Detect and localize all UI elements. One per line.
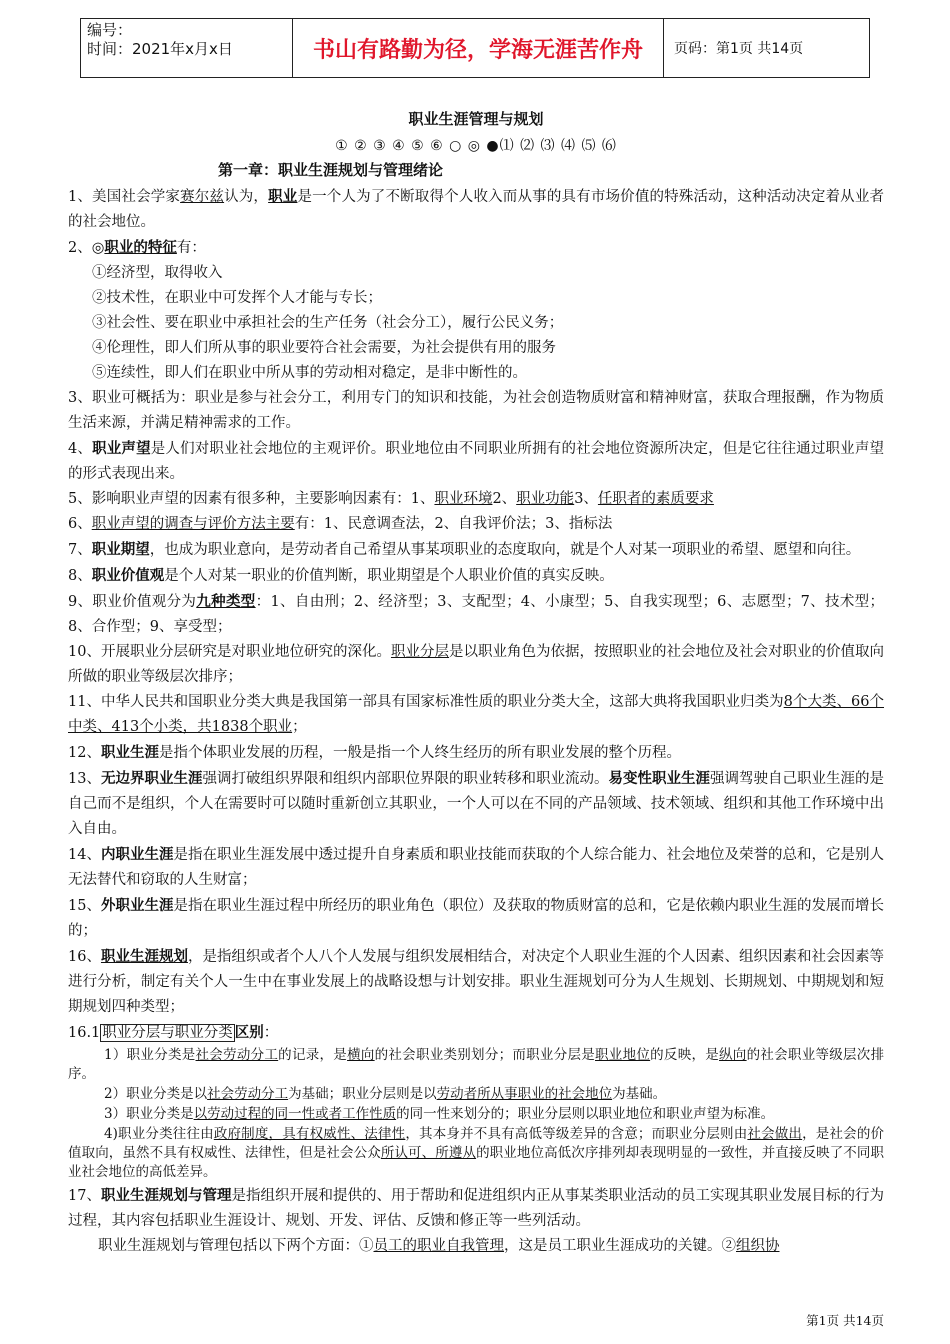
paragraph-17: 17、职业生涯规划与管理是指组织开展和提供的、用于帮助和促进组织内正从事某类职业活动的员工实现其职业发展目标的行为过程，其内容包括职业生涯设计、规划、开发、评估、反馈和修正等一些列活动。 bbox=[68, 1187, 885, 1229]
paragraph-11: 11、中华人民共和国职业分类大典是我国第一部具有国家标准性质的职业分类大全，这部大典将我国职业归类为8个大类、66个中类、413个小类，共1838个职业； bbox=[68, 694, 884, 735]
code-label: 编号： bbox=[87, 21, 133, 39]
paragraph-16: 16、职业生涯规划，是指组织或者个人八个人发展与组织发展相结合，对决定个人职业生涯的个人因素、组织因素和社会因素等进行分析，制定有关个人一生中在事业发展上的战略设想与计划安排。职业生涯规划可分为人生规划、长期规划、中期规划和短期规划四种类型； bbox=[68, 948, 885, 1015]
paragraph-6: 6、职业声望的调查与评价方法主要有：1、民意调查法，2、自我评价法；3、指标法 bbox=[68, 516, 613, 532]
paragraph-2: 2、◎职业的特征有： bbox=[68, 239, 206, 256]
paragraph-8: 8、职业价值观是个人对某一职业的价值判断，职业期望是个人职业价值的真实反映。 bbox=[68, 567, 614, 584]
paragraph-12: 12、职业生涯是指个体职业发展的历程，一般是指一个人终生经历的所有职业发展的整个历程。 bbox=[68, 744, 681, 761]
paragraph-14: 14、内职业生涯是指在职业生涯发展中透过提升自身素质和职业技能而获取的个人综合能力、社会地位及荣誉的总和，它是别人无法替代和窃取的人生财富； bbox=[68, 846, 885, 888]
page-header bbox=[80, 18, 870, 78]
difference-4: 4)职业分类往往由政府制度，具有权威性、法律性，其本身并不具有高低等级差异的含意；而职业分层则由社会做出，是社会的价值取向，虽然不具有权威性、法律性，但是社会公众所认可、所遵从的职业地位高低次序排列却表现明显的一致性，并直接反映了不同职业社会地位的高低差异。 bbox=[68, 1126, 885, 1180]
paragraph-18: 职业生涯规划与管理包括以下两个方面：①员工的职业自我管理，这是员工职业生涯成功的关键。②组织协 bbox=[98, 1238, 780, 1254]
chapter-heading: 第一章：职业生涯规划与管理绪论 bbox=[218, 161, 444, 179]
paragraph-4: 4、职业声望是人们对职业社会地位的主观评价。职业地位由不同职业所拥有的社会地位资源所决定，但是它往往通过职业声望的形式表现出来。 bbox=[68, 440, 885, 482]
header-meta bbox=[81, 19, 293, 77]
paragraph-1: 1、美国社会学家赛尔兹认为，职业是一个人为了不断取得个人收入而从事的具有市场价值的特殊活动，这种活动决定着从业者的社会地位。 bbox=[68, 188, 885, 230]
document-title: 职业生涯管理与规划 bbox=[408, 110, 544, 128]
feature-item: ④伦理性，即人们所从事的职业要符合社会需要，为社会提供有用的服务 bbox=[92, 340, 556, 356]
paragraph-16-1: 16.1 职业分层与职业分类 区别： bbox=[68, 1024, 279, 1041]
feature-item: ③社会性、要在职业中承担社会的生产任务（社会分工），履行公民义务； bbox=[92, 315, 564, 331]
paragraph-7: 7、职业期望，也成为职业意向，是劳动者自己希望从事某项职业的态度取向，就是个人对某一项职业的希望、愿望和向往。 bbox=[68, 541, 861, 558]
feature-item: ②技术性，在职业中可发挥个人才能与专长； bbox=[92, 290, 382, 306]
difference-3: 3）职业分类是以劳动过程的同一性或者工作性质的同一性来划分的；职业分层则以职业地位和职业声望为标准。 bbox=[104, 1106, 775, 1122]
symbol-line: ① ② ③ ④ ⑤ ⑥ ○ ◎ ●⑴ ⑵ ⑶ ⑷ ⑸ ⑹ bbox=[335, 138, 617, 154]
difference-1: 1）职业分类是社会劳动分工的记录，是横向的社会职业类别划分；而职业分层是职业地位的反映，是纵向的社会职业等级层次排序。 bbox=[68, 1047, 885, 1082]
page-footer: 第1页 共14页 bbox=[806, 1313, 884, 1328]
difference-2: 2）职业分类是以社会劳动分工为基础；职业分层则是以劳动者所从事职业的社会地位为基础。 bbox=[104, 1086, 667, 1102]
paragraph-9: 9、职业价值观分为九种类型：1、自由刑；2、经济型；3、支配型；4、小康型；5、自我实现型；6、志愿型；7、技术型；8、合作型；9、享受型； bbox=[68, 593, 885, 635]
paragraph-13: 13、无边界职业生涯强调打破组织界限和组织内部职位界限的职业转移和职业流动。易变性职业生涯强调驾驶自己职业生涯的是自己而不是组织，个人在需要时可以随时重新创立其职业，一个人可以在不同的产品领域、技术领域、组织和其他工作环境中出入自由。 bbox=[68, 770, 885, 837]
paragraph-15: 15、外职业生涯是指在职业生涯过程中所经历的职业角色（职位）及获取的物质财富的总和，它是依赖内职业生涯的发展而增长的； bbox=[68, 897, 885, 939]
paragraph-5: 5、影响职业声望的因素有很多种，主要影响因素有：1、职业环境2、职业功能3、任职者的素质要求 bbox=[68, 491, 714, 507]
paragraph-3: 3、职业可概括为：职业是参与社会分工，利用专门的知识和技能，为社会创造物质财富和精神财富，获取合理报酬，作为物质生活来源，并满足精神需求的工作。 bbox=[68, 390, 884, 431]
header-page-info: 页码：第1页 共14页 bbox=[674, 41, 804, 57]
time-label: 时间：2021年x月x日 bbox=[87, 40, 233, 58]
feature-item: ①经济型，取得收入 bbox=[92, 265, 223, 281]
feature-item: ⑤连续性，即人们在职业中所从事的劳动相对稳定，是非中断性的。 bbox=[92, 365, 527, 381]
header-motto: 书山有路勤为径，学海无涯苦作舟 bbox=[293, 19, 664, 77]
paragraph-10: 10、开展职业分层研究是对职业地位研究的深化。职业分层是以职业角色为依据，按照职业的社会地位及社会对职业的价值取向所做的职业等级层次排序； bbox=[68, 644, 885, 685]
document-body bbox=[68, 108, 884, 1259]
